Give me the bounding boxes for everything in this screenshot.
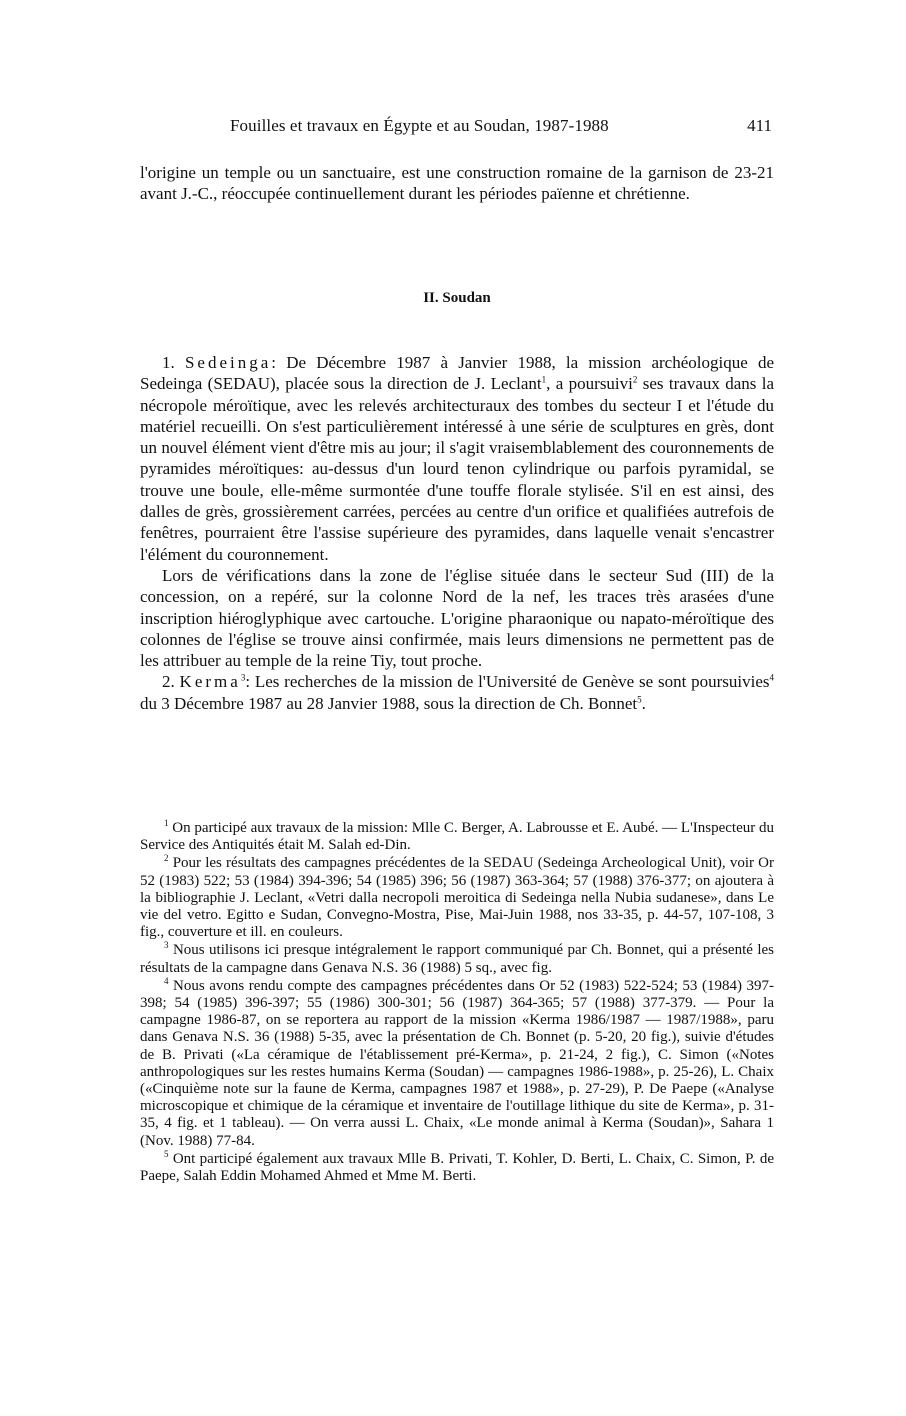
sedeinga-p1-b: , a poursuivi (546, 374, 633, 394)
footnote-text: Nous avons rendu compte des campagnes précédentes dans Or 52 (1983) 522-524; 53 (1984) 397-398; 54 (1985) 396-397; 55 (1986) 300-301; 56 (1987) 364-365; 57 (1988) 377-379. — Pour la campagne 1986-87, on se reportera au rapport de la mission «Kerma 1986/1987 — 1987/1988», paru dans Genava N.S. 36 (1988) 5-35, avec la présentation de Ch. Bonnet (p. 5-20, 20 fig.), suivie d'études de B. Privati («La céramique de l'établissement pré-Kerma», p. 21-24, 2 fig.), C. Simon («Notes anthropologiques sur les restes humains Kerma (Soudan) — campagnes 1986-1988», p. 25-26), L. Chaix («Cinquième note sur la faune de Kerma, campagnes 1987 et 1988», p. 27-29), P. De Paepe («Analyse microscopique et chimique de la céramique et inventaire de l'outillage lithique du site de Kerma», p. 31-35, 4 fig. et 1 tableau). — On verra aussi L. Chaix, «Le monde animal à Kerma (Soudan)», Sahara 1 (Nov. 1988) 77-84. (140, 977, 774, 1149)
sedeinga-name: Sedeinga (184, 353, 272, 372)
footnotes (140, 820, 774, 1186)
kerma-number: 2. (162, 672, 175, 692)
footnote-4 (140, 975, 774, 1150)
sedeinga-paragraph-1 (140, 352, 774, 565)
page-number: 411 (747, 116, 772, 135)
intro-paragraph (140, 162, 774, 205)
kerma-p-b: du 3 Décembre 1987 au 28 Janvier 1988, sous la direction de Ch. Bonnet (140, 693, 638, 713)
footnote-number: 4 (164, 975, 169, 986)
footnote-number: 2 (164, 853, 169, 864)
sedeinga-paragraph-2: Lors de vérifications dans la zone de l'église située dans le secteur Sud (III) de la concession, on a repéré, sur la colonne Nord de la nef, les traces très arasées d'une inscription hiéroglyphique avec cartouche. L'origine pharaonique ou napato-méroïtique des colonnes de l'église se trouve ainsi confirmée, mais leurs dimensions ne permettent pas de les attribuer au temple de la reine Tiy, tout proche. (140, 565, 774, 671)
footnote-ref-4: 4 (769, 672, 774, 683)
running-header (140, 116, 772, 140)
kerma-name: Kerma (179, 672, 241, 692)
footnote-ref-3: 3 (240, 672, 246, 683)
section-heading: II. Soudan (423, 290, 491, 306)
footnote-3 (140, 942, 774, 976)
footnote-ref-1: 1 (541, 374, 547, 385)
footnote-ref-2: 2 (632, 374, 638, 385)
footnote-number: 3 (164, 940, 169, 951)
kerma-paragraph (140, 671, 774, 714)
footnote-text: Ont participé également aux travaux Mlle B. Privati, T. Kohler, D. Berti, L. Chaix, C. Simon, P. de Paepe, Salah Eddin Mohamed Ahmed et Mme M. Berti. (140, 1150, 775, 1185)
footnote-text: Pour les résultats des campagnes précédentes de la SEDAU (Sedeinga Archeological Unit), voir Or 52 (1983) 522; 53 (1984) 394-396; 54 (1985) 396; 56 (1987) 363-364; 57 (1988) 376-377; on ajoutera à la bibliographie J. Leclant, «Vetri dalla necropoli meroitica di Sedeinga nella Nubia sudanese», dans Le vie del vetro. Egitto e Sudan, Convegno-Mostra, Pise, Mai-Juin 1988, nos 33-35, p. 44-57, 107-108, 3 fig., couverture et ill. en couleurs. (140, 855, 774, 941)
footnote-2 (140, 855, 774, 941)
intro-text: l'origine un temple ou un sanctuaire, est une construction romaine de la garnison de 23-21 avant J.-C., réoccupée continuellement durant les périodes païenne et chrétienne. (140, 163, 774, 204)
sedeinga-number: 1. (162, 353, 175, 372)
footnote-5 (140, 1148, 775, 1185)
footnote-number: 1 (164, 818, 169, 828)
footnote-number: 5 (164, 1148, 169, 1159)
footnote-ref-5: 5 (637, 694, 642, 705)
footnote-text: On participé aux travaux de la mission: Mlle C. Berger, A. Labrousse et E. Aubé. — L'Inspecteur du Service des Antiquités était M. Salah ed-Din. (140, 820, 775, 854)
kerma-p-a: : Les recherches de la mission de l'Université de Genève se sont poursuivies (245, 672, 770, 692)
sedeinga-section (140, 352, 774, 714)
sedeinga-p1-c: ses travaux dans la nécropole méroïtique, avec les relevés architecturaux des tombes du secteur I et l'étude du matériel recueilli. On s'est particulièrement intéressé à une série de sculptures en grès, dont un nouvel élément vient d'être mis au jour; il s'agit vraisemblablement des couronnements de pyramides méroïtiques: au-dessus d'un lourd tenon cylindrique ou parfois pyramidal, se trouve une boule, elle-même surmontée d'une touffe florale stylisée. S'il en est ainsi, des dalles de grès, grossièrement carrées, percées au centre d'un orifice et qualifiées autrefois de fenêtres, pourraient être l'assise supérieure des pyramides, dans laquelle venait s'encastrer l'élément du couronnement. (140, 374, 775, 564)
footnote-1 (140, 820, 774, 854)
footnote-text: Nous utilisons ici presque intégralement le rapport communiqué par Ch. Bonnet, qui a présenté les résultats de la campagne dans Genava N.S. 36 (1988) 5 sq., avec fig. (140, 942, 775, 976)
sedeinga-p1-a: : De Décembre 1987 à Janvier 1988, la mission archéologique de Sedeinga (SEDAU), placée sous la direction de J. Leclant (140, 353, 775, 394)
kerma-p-c: . (641, 693, 646, 713)
running-title: Fouilles et travaux en Égypte et au Soudan, 1987-1988 (230, 116, 609, 135)
